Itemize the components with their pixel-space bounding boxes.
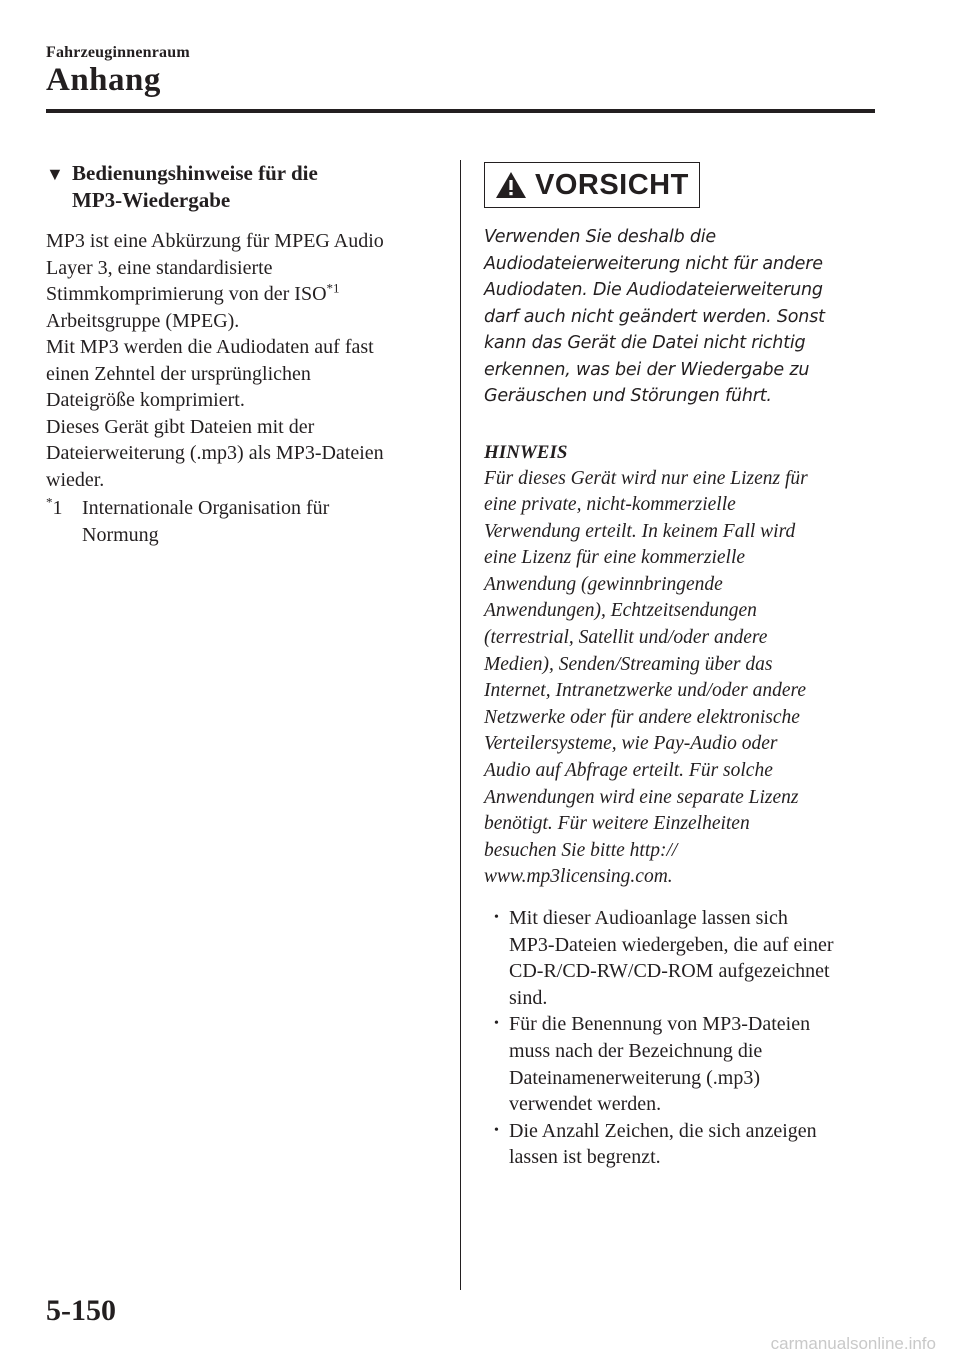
list-item-text: Mit dieser Audioanlage lassen sich MP3-Dateien wiedergeben, die auf einer CD-R/CD-RW/CD-ROM aufgezeichnet sind. [509,907,834,1009]
section-label: Fahrzeuginnenraum [46,44,190,61]
footnote-star: * [46,494,53,510]
body-text-part1: MP3 ist eine Abkürzung für MPEG Audio Layer 3, eine standardisierte Stimmkomprimierung von der ISO [46,230,384,305]
bullet-dot: • [494,910,499,925]
caution-box [484,162,700,208]
footnote [46,495,441,548]
section-heading-text: Bedienungshinweise für die MP3-Wiedergabe [72,161,318,212]
left-column [46,160,441,548]
header-rule [46,109,875,113]
right-column [484,162,876,1171]
note-text: Für dieses Gerät wird nur eine Lizenz für eine private, nicht-kommerzielle Verwendung erteilt. In keinem Fall wird eine Lizenz für eine kommerzielle Anwendung (gewinnbringende Anwendungen), Echtzeitsendungen (terrestrial, Satellit und/oder andere Medien), Senden/Streaming über das Internet, Intranetzwerke und/oder andere Netzwerke oder für andere elektronische Verteilersysteme, wie Pay-Audio oder Audio auf Abfrage erteilt. Für solche Anwendungen wird eine separate Lizenz benötigt. Für weitere Einzelheiten besuchen Sie bitte http:// www.mp3licensing.com. [484,467,808,888]
caution-text: Verwenden Sie deshalb die Audiodateierweiterung nicht für andere Audiodaten. Die Audiodateierweiterung darf auch nicht geändert werden. Sonst kann das Gerät die Datei nicht richtig erkennen, was bei der Wiedergabe zu Geräuschen und Störungen führt. [484,227,825,406]
triangle-down-icon: ▼ [46,164,64,184]
footnote-marker [46,495,82,548]
note-heading: HINWEIS [484,441,568,463]
page-title: Anhang [46,62,161,98]
page-number: 5-150 [46,1294,116,1327]
list-item [484,1118,876,1171]
body-text-part2: Arbeitsgruppe (MPEG). Mit MP3 werden die Audiodaten auf fast einen Zehntel der ursprünglichen Dateigröße komprimiert. Dieses Gerät gibt Dateien mit der Dateierweiterung (.mp3) als MP3-Dateien wieder. [46,309,384,491]
list-item-text: Für die Benennung von MP3-Dateien muss nach der Bezeichnung die Dateinamenerweiterung (.mp3) verwendet werden. [509,1013,811,1116]
bullet-dot: • [494,1016,499,1032]
list-item [484,905,876,1011]
list-item [484,1011,876,1117]
bullet-dot: • [494,1122,499,1138]
body-paragraph [46,228,441,493]
watermark: carmanualsonline.info [770,1334,936,1353]
column-divider [460,160,461,1290]
section-heading [46,160,441,214]
footnote-reference: *1 [326,280,340,296]
list-item-text: Die Anzahl Zeichen, die sich anzeigen lassen ist begrenzt. [509,1119,817,1169]
caution-label: VORSICHT [535,168,689,201]
bullet-list [484,905,876,1171]
footnote-number: 1 [52,497,63,519]
footnote-text: Internationale Organisation für Normung [82,497,330,546]
warning-icon [495,171,527,199]
